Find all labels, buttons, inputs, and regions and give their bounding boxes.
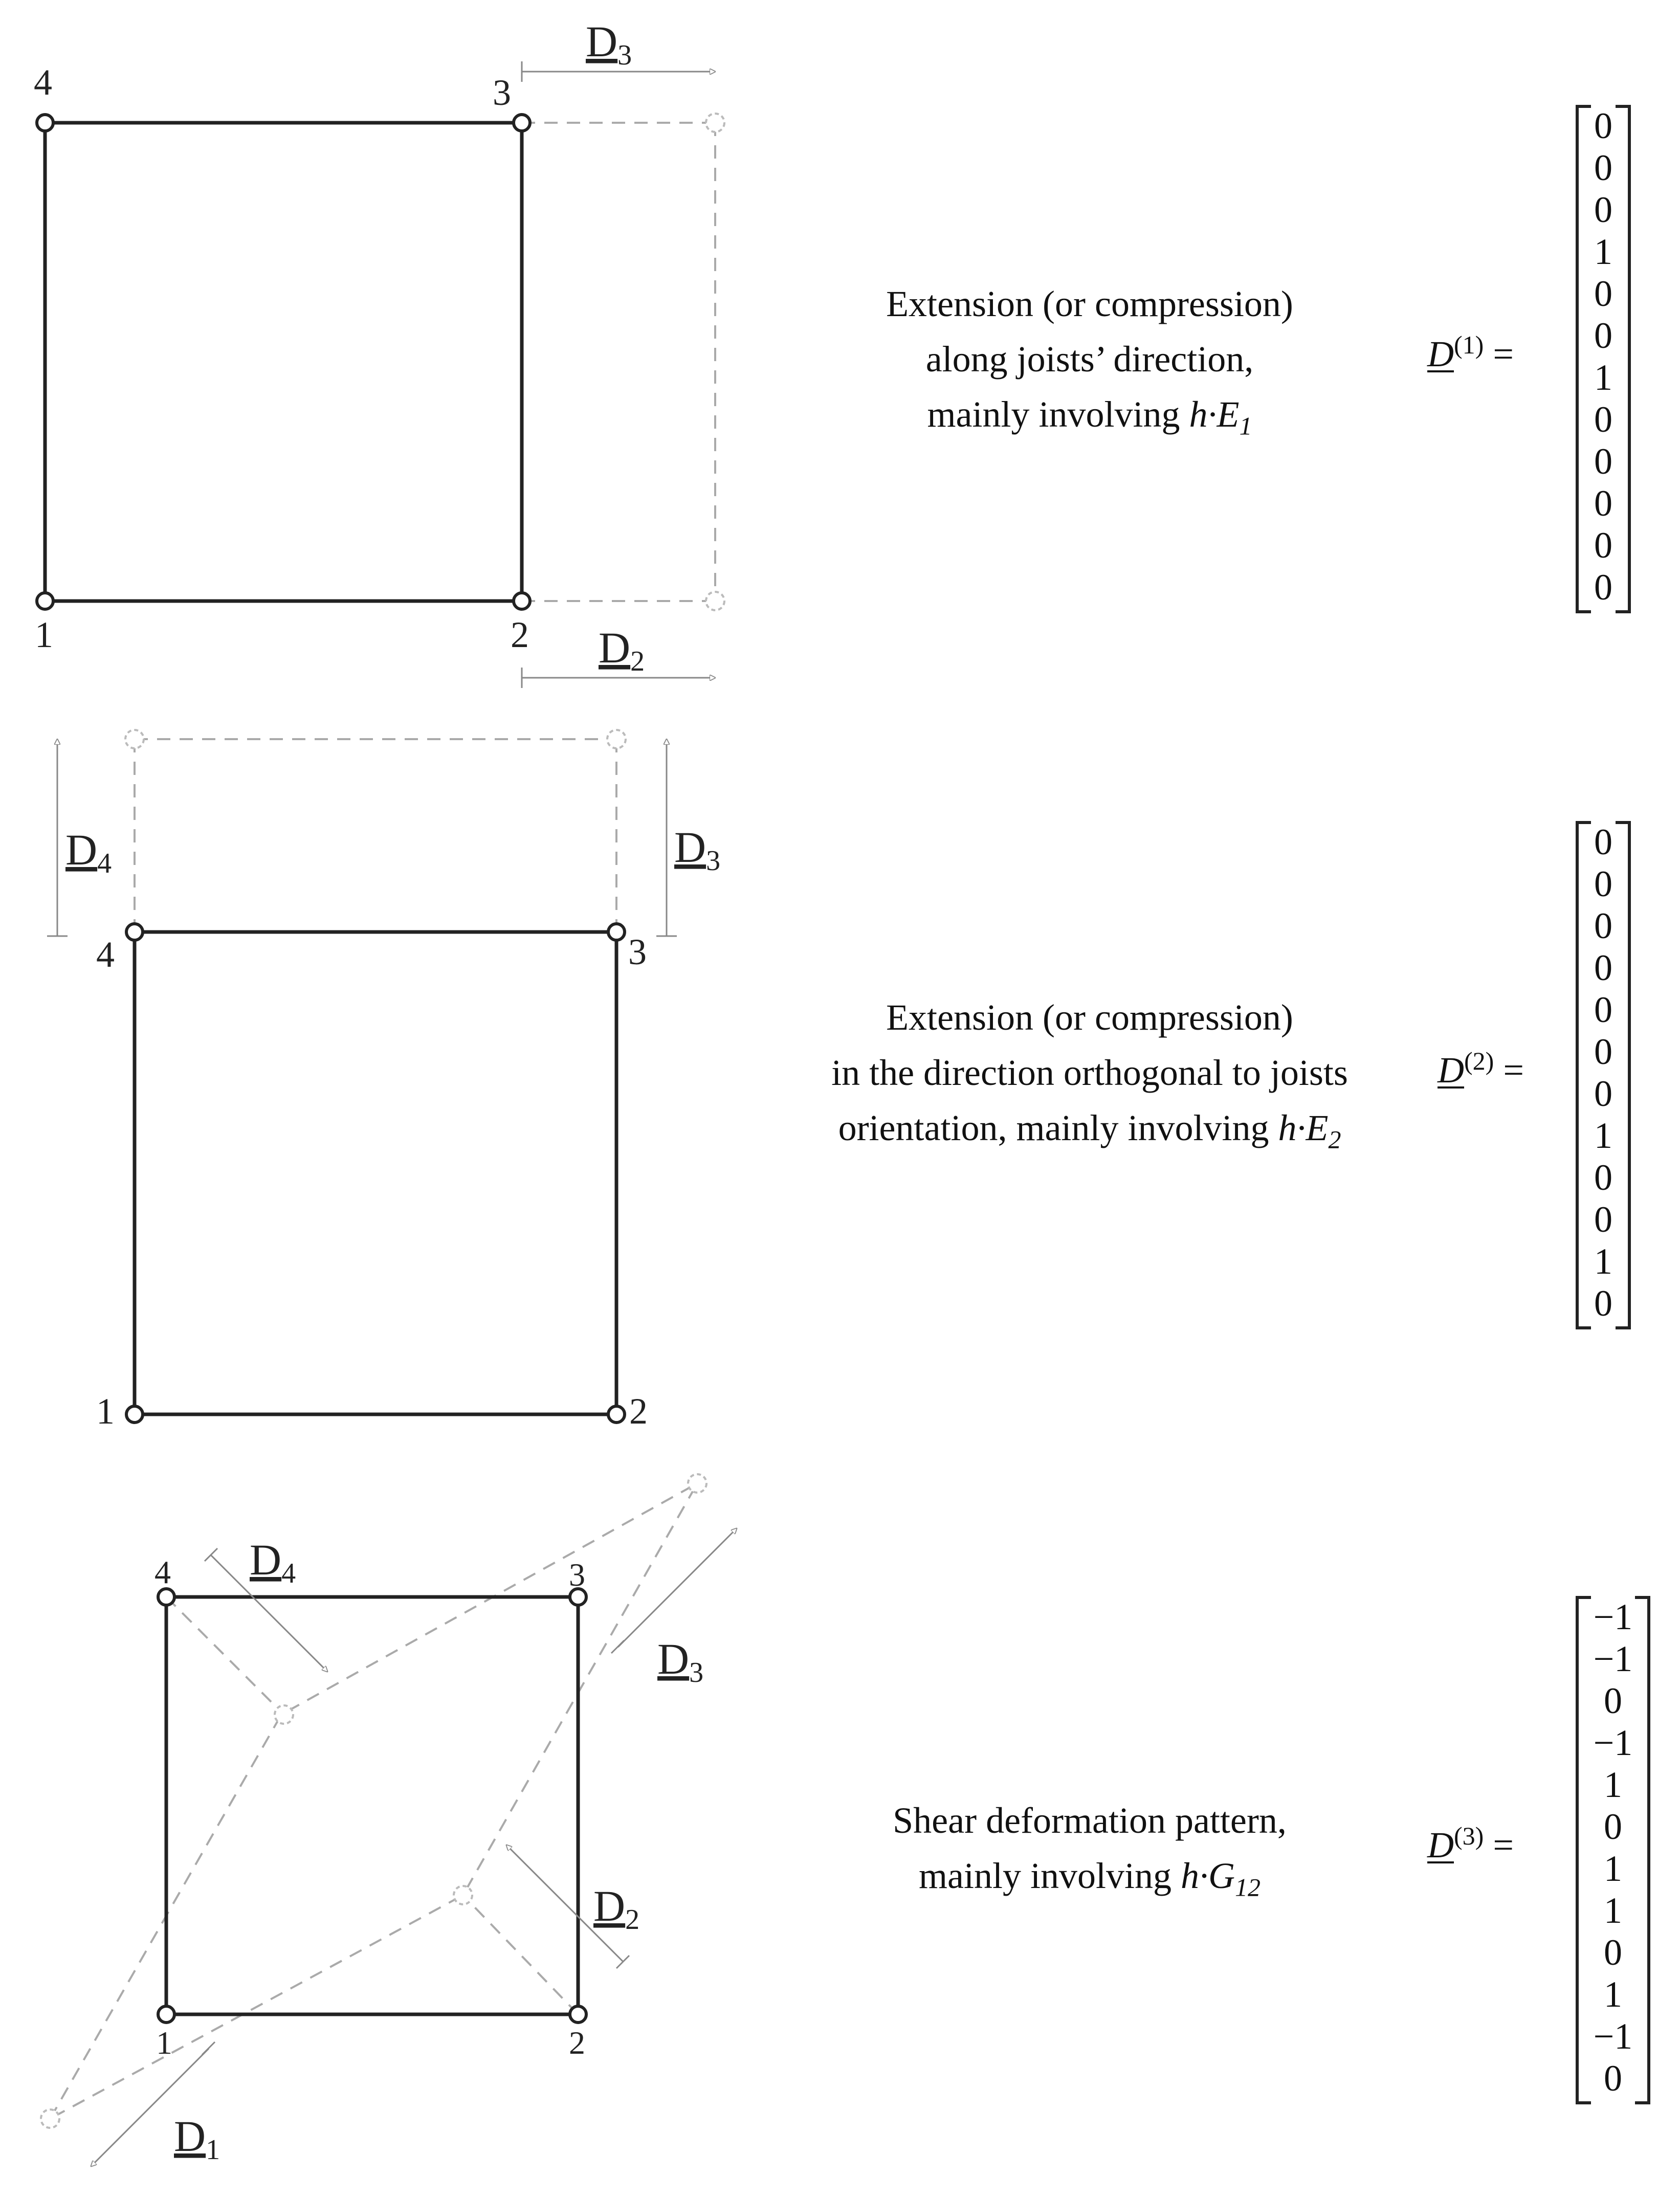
parameter-symbol: $h\cdot E_1$ xyxy=(1189,394,1252,440)
deformed-node xyxy=(688,1474,706,1493)
node-label-4: 4 xyxy=(34,62,52,103)
deformed-node xyxy=(275,1705,293,1724)
description-line: Shear deformation pattern, xyxy=(893,1800,1287,1841)
displacement-label-d1: D1 xyxy=(174,2112,220,2166)
description-line: orientation, mainly involving $h\cdot E_2$ xyxy=(838,1107,1341,1154)
element-square xyxy=(166,1597,578,2014)
panel-1-figure xyxy=(34,17,724,688)
parameter-symbol: $h\cdot G_{12}$ xyxy=(1180,1855,1261,1902)
node-1 xyxy=(37,593,53,609)
node-2 xyxy=(608,1406,625,1423)
element-square xyxy=(135,932,616,1414)
panel-1-description xyxy=(808,276,1371,453)
vector-lhs: $D^{(2)}$ = xyxy=(1438,1047,1524,1091)
node-3 xyxy=(608,924,625,940)
node-3 xyxy=(514,115,530,131)
vector-entries: 0 0 0 0 0 0 0 1 0 0 1 0 xyxy=(1594,821,1612,1324)
vector-entries: −1 −1 0 −1 1 0 1 1 0 1 −1 0 xyxy=(1593,1596,1633,2099)
node-label-1: 1 xyxy=(35,614,53,655)
element-square xyxy=(45,123,522,601)
node-2 xyxy=(570,2006,586,2023)
displacement-label-d2: D2 xyxy=(593,1881,640,1936)
vector-d2 xyxy=(1438,821,1652,1332)
node-label-1: 1 xyxy=(96,1391,115,1432)
panel-2-description xyxy=(757,990,1422,1167)
node-label-2: 2 xyxy=(629,1391,648,1432)
deformed-node xyxy=(41,2109,59,2128)
vector-d1 xyxy=(1427,105,1642,616)
node-displacement-path xyxy=(166,1597,284,1715)
node-label-2: 2 xyxy=(511,614,529,655)
node-label-3: 3 xyxy=(493,72,511,113)
node-label-3: 3 xyxy=(569,1557,585,1593)
deformed-node xyxy=(454,1886,472,1904)
displacement-label-d3: D3 xyxy=(674,823,721,877)
displacement-label-d3: D3 xyxy=(586,17,632,71)
panel-3-figure xyxy=(41,1474,737,2166)
displacement-label-d3: D3 xyxy=(657,1634,704,1689)
vector-lhs: $D^{(3)}$ = xyxy=(1427,1822,1514,1865)
vector-lhs: $D^{(1)}$ = xyxy=(1427,330,1514,374)
description-line: mainly involving $h\cdot E_1$ xyxy=(927,394,1252,440)
node-label-4: 4 xyxy=(154,1554,171,1590)
panel-2-figure xyxy=(47,730,720,1432)
node-4 xyxy=(126,924,143,940)
panel-3-description xyxy=(808,1793,1371,1915)
deformed-node xyxy=(125,730,144,748)
deformed-shape xyxy=(50,1483,697,2119)
node-label-4: 4 xyxy=(96,934,115,975)
deformed-node xyxy=(607,730,626,748)
displacement-label-d2: D2 xyxy=(599,623,645,677)
displacement-label-d4: D4 xyxy=(250,1535,296,1589)
node-label-2: 2 xyxy=(569,2025,585,2061)
bracket-right xyxy=(1616,105,1631,613)
bracket-right xyxy=(1635,1596,1650,2104)
node-4 xyxy=(158,1589,174,1605)
vector-entries: 0 0 0 1 0 0 1 0 0 0 0 0 xyxy=(1594,105,1612,608)
node-4 xyxy=(37,115,53,131)
node-label-3: 3 xyxy=(628,931,647,972)
deformed-node xyxy=(706,114,724,132)
deformed-node xyxy=(706,592,724,610)
vector-d3 xyxy=(1427,1596,1663,2107)
node-1 xyxy=(126,1406,143,1423)
parameter-symbol: $h\cdot E_2$ xyxy=(1278,1107,1341,1154)
description-line: mainly involving $h\cdot G_{12}$ xyxy=(919,1855,1261,1902)
node-label-1: 1 xyxy=(156,2025,172,2061)
displacement-label-d4: D4 xyxy=(65,825,112,879)
description-line: Extension (or compression) xyxy=(886,997,1293,1038)
description-line: along joists’ direction, xyxy=(925,339,1254,380)
description-line: Extension (or compression) xyxy=(886,283,1293,324)
description-line: in the direction orthogonal to joists xyxy=(831,1052,1348,1093)
bracket-right xyxy=(1616,821,1631,1329)
displacement-arrow-d3 xyxy=(618,1528,737,1647)
node-displacement-path xyxy=(463,1895,578,2014)
node-1 xyxy=(158,2006,174,2023)
node-2 xyxy=(514,593,530,609)
